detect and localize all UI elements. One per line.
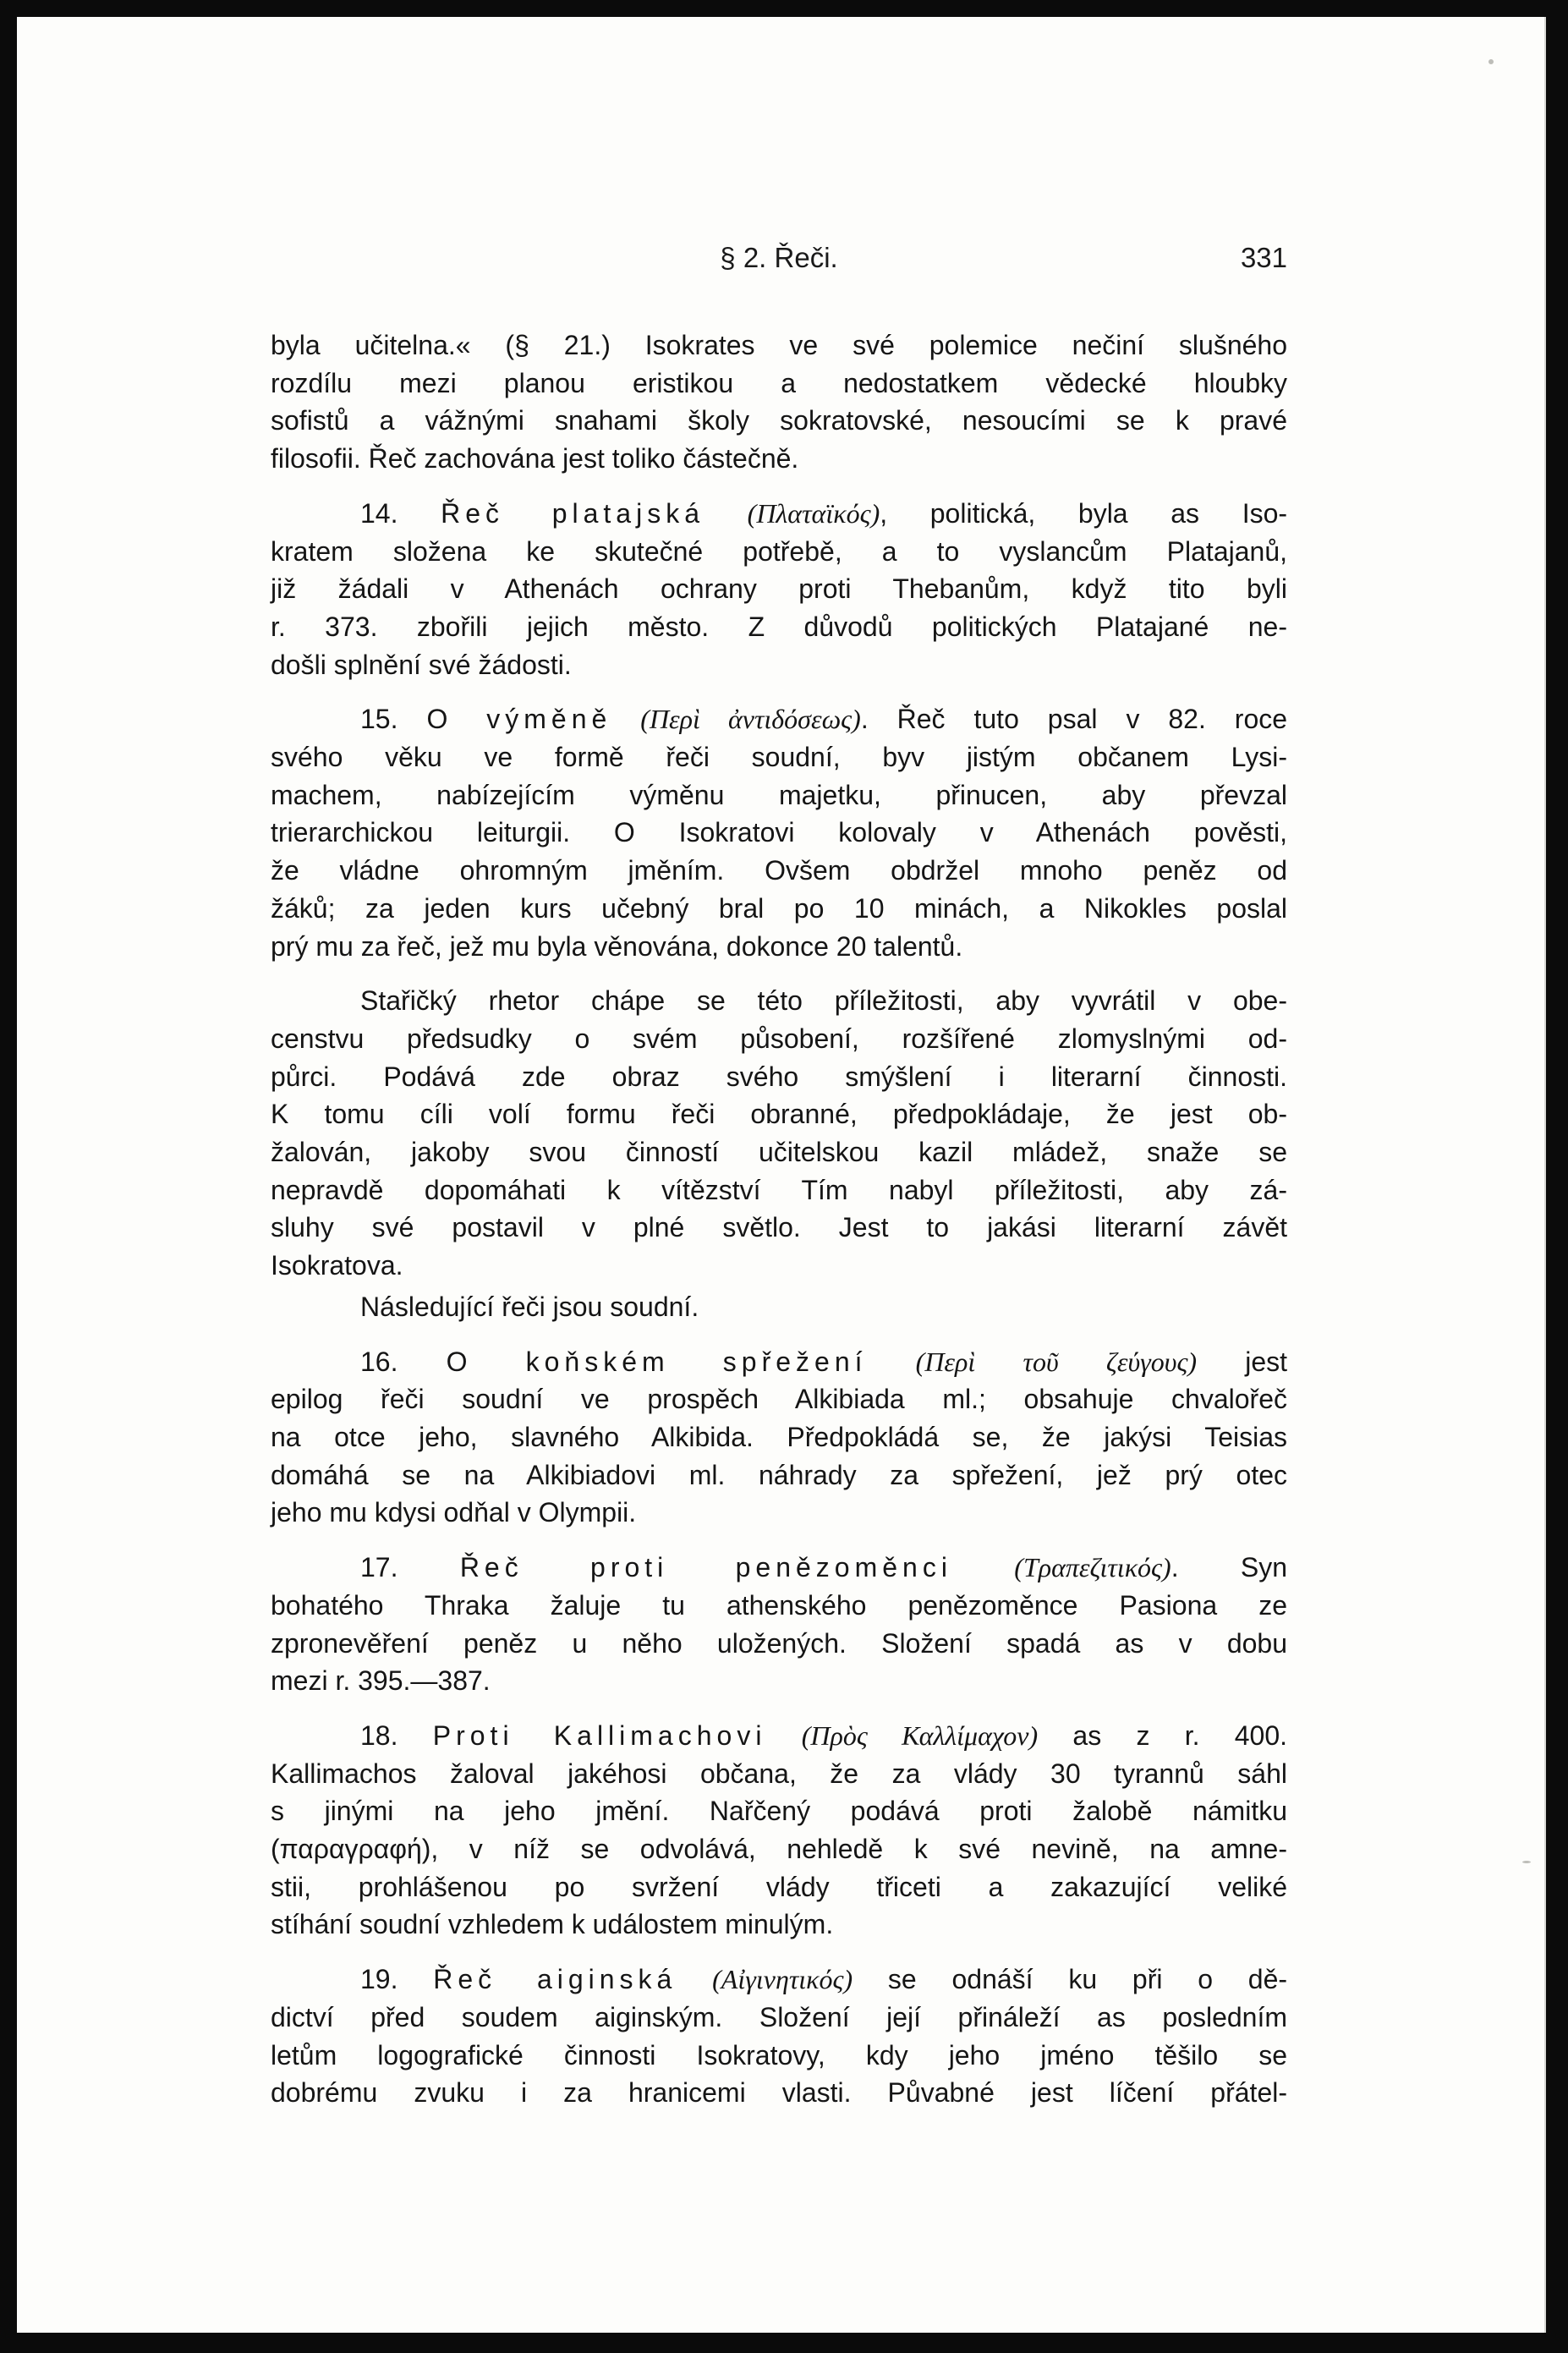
item-title: O koňském spřežení [446,1346,868,1377]
book-page [17,17,1546,2333]
text-line: svého věku ve formě řeči soudní, byv jistým občanem Lysi- [271,742,1287,773]
text-line: jeho mu kdysi odňal v Olympii. [271,1497,637,1528]
item-title: O výměně [426,704,612,735]
text-line: na otce jeho, slavného Alkibida. Předpokládá se, že jakýsi Teisias [271,1421,1287,1452]
text-line: stíhání soudní vzhledem k událostem minulým. [271,1909,834,1940]
text-fragment: se odnáší ku při o dě- [853,1964,1288,1995]
text-line: machem, nabízejícím výměnu majetku, přinucen, aby převzal [271,779,1287,810]
paragraph-18 [271,1717,1287,1944]
scan-speck [1522,1861,1531,1863]
item-number: 17. [360,1552,398,1583]
text-line [271,495,1287,533]
greek-title: (Περὶ τοῦ ζεύγους) [915,1346,1198,1377]
text-line: rozdílu mezi planou eristikou a nedostatkem vědecké hloubky [271,367,1287,398]
paragraph [271,326,1287,478]
text-line: nepravdě dopomáhati k vítězství Tím nabyl příležitosti, aby zá- [271,1174,1287,1205]
text-line: žáků; za jeden kurs učebný bral po 10 minách, a Nikokles poslal [271,892,1287,924]
item-number: 15. [360,704,398,735]
text-line [271,1717,1287,1755]
text-line: sluhy své postavil v plné světlo. Jest to jakási literarní závět [271,1212,1287,1243]
greek-title: (Τραπεζιτικός) [1014,1552,1171,1583]
item-number: 16. [360,1346,398,1377]
text-line [271,1343,1287,1381]
item-number: 18. [360,1720,398,1751]
item-number: 14. [360,497,398,529]
text-line: Následující řeči jsou soudní. [360,1291,699,1322]
text-fragment: , politická, byla as Iso- [880,497,1288,529]
text-line: (παραγραφή), v níž se odvolává, nehledě k své nevině, na amne- [271,1834,1287,1865]
running-head [271,242,1287,284]
text-line: K tomu cíli volí formu řeči obranné, předpokládaje, že jest ob- [271,1099,1287,1130]
paragraph-14 [271,495,1287,684]
text-line: bohatého Thraka žaluje tu athenského penězoměnce Pasiona ze [271,1589,1287,1621]
text-line: Stařičký rhetor chápe se této příležitosti, aby vyvrátil v obe- [360,985,1287,1017]
text-line: Kallimachos žaloval jakéhosi občana, že za vlády 30 tyrannů sáhl [271,1758,1287,1789]
text-line: censtvu předsudky o svém působení, rozšířené zlomyslnými od- [271,1023,1287,1054]
paragraph [271,1288,1287,1326]
paragraph-15 [271,700,1287,965]
greek-title: (Περὶ ἀντιδόσεως) [640,704,861,735]
text-line: sofistů a vážnými snahami školy sokratovské, nesoucími se k pravé [271,405,1287,436]
item-title: Proti Kallimachovi [432,1720,767,1751]
text-line: že vládne ohromným jměním. Ovšem obdržel mnoho peněz od [271,855,1287,886]
text-line: stii, prohlášenou po svržení vlády třiceti a zakazující veliké [271,1871,1287,1902]
text-line: letům logografické činnosti Isokratovy, kdy jeho jméno těšilo se [271,2039,1287,2071]
text-line: epilog řeči soudní ve prospěch Alkibiada ml.; obsahuje chvalořeč [271,1384,1287,1415]
item-title: Řeč aiginská [433,1964,677,1995]
text-line: došli splnění své žádosti. [271,649,572,680]
item-number: 19. [360,1964,398,1995]
item-title: Řeč proti penězoměnci [459,1552,952,1583]
text-line: byla učitelna.« (§ 21.) Isokrates ve své polemice nečiní slušného [271,330,1287,360]
text-line: r. 373. zbořili jejich město. Z důvodů politických Platajané ne- [271,611,1287,642]
text-fragment: as z r. 400. [1038,1720,1288,1751]
text-line: dobrému zvuku i za hranicemi vlasti. Půvabné jest líčení přátel- [271,2077,1287,2109]
text-line [271,1961,1287,1999]
text-line: prý mu za řeč, jež mu byla věnována, dokonce 20 talentů. [271,930,963,962]
text-line: trierarchickou leiturgii. O Isokratovi kolovaly v Athenách pověsti, [271,817,1287,848]
text-line: s jinými na jeho jmění. Nařčený podává proti žalobě námitku [271,1796,1287,1827]
text-line: dictví před soudem aiginským. Složení její přináleží as posledním [271,2001,1287,2032]
text-line: Isokratova. [271,1250,403,1281]
greek-title: (Πλαταϊκός) [747,497,880,529]
text-fragment: . Řeč tuto psal v 82. roce [860,704,1288,735]
scan-speck [1489,59,1494,64]
text-line: zpronevěření peněz u něho uložených. Složení spadá as v dobu [271,1627,1287,1659]
greek-title: (Αἰγινητικός) [712,1964,853,1995]
text-line: již žádali v Athenách ochrany proti Thebanům, když tito byli [271,573,1287,605]
text-line [271,700,1287,738]
section-title: § 2. Řeči. [720,242,838,273]
paragraph-16 [271,1343,1287,1533]
text-line: filosofii. Řeč zachována jest toliko částečně. [271,443,799,474]
text-fragment: jest [1197,1346,1287,1377]
paragraph [271,982,1287,1285]
text-line: kratem složena ke skutečné potřebě, a to vyslancům Platajanů, [271,535,1287,567]
text-line: žalován, jakoby svou činností učitelskou kazil mládež, snaže se [271,1137,1287,1168]
text-line: domáhá se na Alkibiadovi ml. náhrady za spřežení, jež prý otec [271,1459,1287,1490]
paragraph-17 [271,1549,1287,1700]
text-line: mezi r. 395.—387. [271,1665,491,1697]
greek-title: (Πρὸς Καλλίμαχον) [801,1720,1039,1751]
text-line: půrci. Podává zde obraz svého smýšlení i literarní činnosti. [271,1061,1287,1092]
paragraph-19 [271,1961,1287,2112]
text-line [271,1549,1287,1587]
body-text [271,326,1287,2129]
text-fragment: . Syn [1171,1552,1288,1583]
page-number: 331 [1240,242,1287,273]
item-title: Řeč platajská [441,497,705,529]
